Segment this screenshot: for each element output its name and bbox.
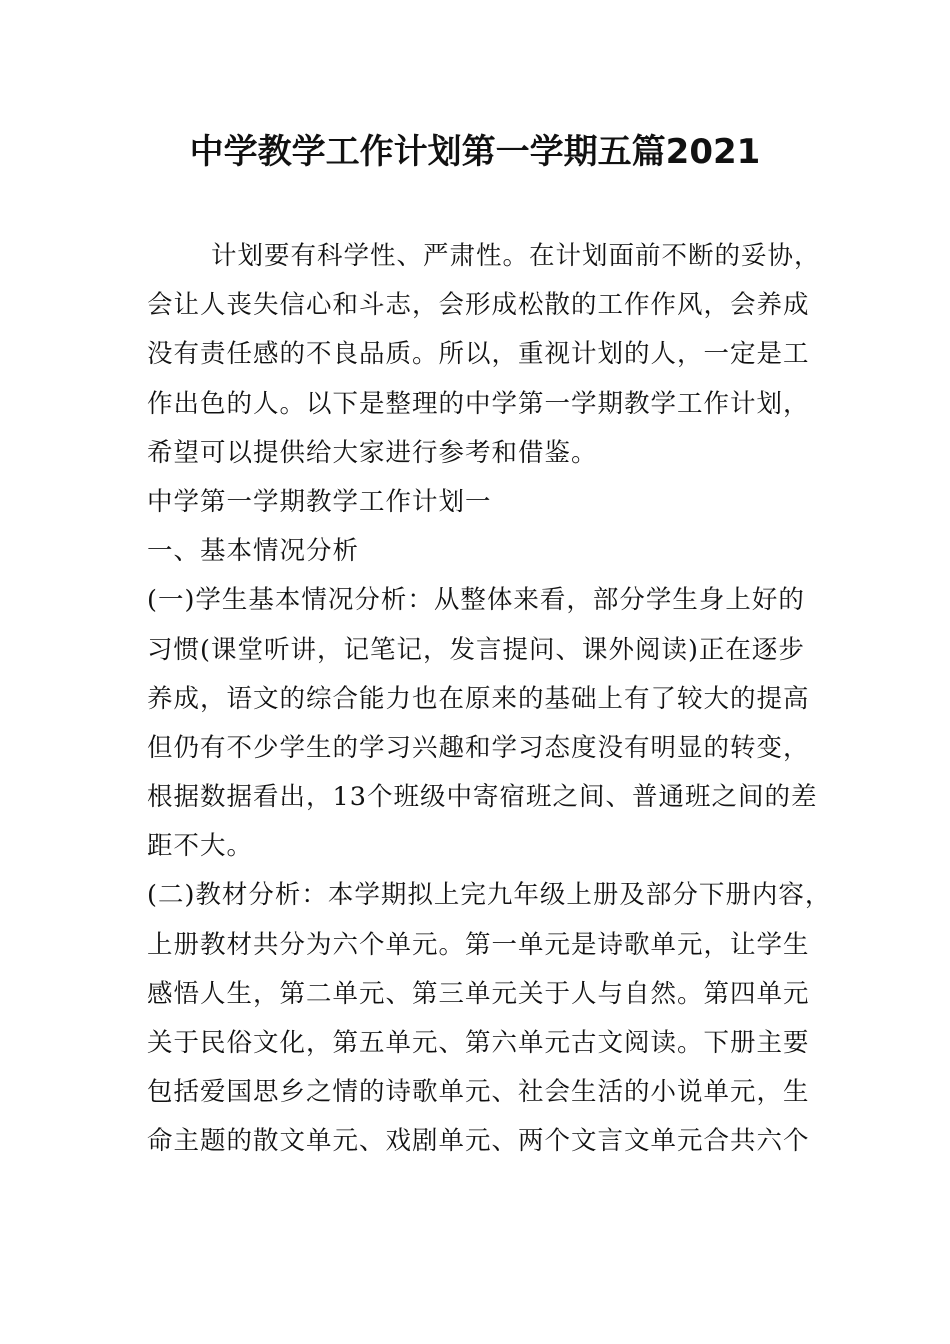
paragraph-line: 关于民俗文化，第五单元、第六单元古文阅读。下册主要: [147, 1028, 810, 1058]
document-body: [147, 232, 837, 1167]
paragraph-line: 希望可以提供给大家进行参考和借鉴。: [147, 437, 598, 468]
paragraph-line: (二)教材分析：本学期拟上完九年级上册及部分下册内容，: [147, 880, 832, 911]
paragraph-line: 但仍有不少学生的学习兴趣和学习态度没有明显的转变，: [147, 732, 810, 763]
paragraph-line: 距不大。: [147, 831, 254, 862]
paragraph-line: 会让人丧失信心和斗志，会形成松散的工作作风，会养成: [147, 290, 810, 321]
paragraph-line: 上册教材共分为六个单元。第一单元是诗歌单元，让学生: [147, 929, 810, 960]
document-title: 中学教学工作计划第一学期五篇2021: [189, 132, 761, 172]
paragraph-line: 没有责任感的不良品质。所以，重视计划的人，一定是工: [147, 339, 810, 370]
paragraph-line: 命主题的散文单元、戏剧单元、两个文言文单元合共六个: [147, 1126, 810, 1157]
paragraph-line: 感悟人生，第二单元、第三单元关于人与自然。第四单元: [147, 978, 810, 1009]
paragraph-line: 计划要有科学性、严肃性。在计划面前不断的妥协，: [211, 241, 821, 271]
paragraph-line: 根据数据看出，13个班级中寄宿班之间、普通班之间的差: [147, 782, 818, 813]
paragraph-line: (一)学生基本情况分析：从整体来看，部分学生身上好的: [147, 585, 805, 616]
section-heading: 中学第一学期教学工作计划一: [147, 486, 492, 517]
paragraph-line: 养成，语文的综合能力也在原来的基础上有了较大的提高: [147, 683, 810, 714]
subsection-heading: 一、基本情况分析: [147, 536, 360, 567]
paragraph-line: 作出色的人。以下是整理的中学第一学期教学工作计划，: [147, 388, 810, 419]
paragraph-line: 包括爱国思乡之情的诗歌单元、社会生活的小说单元，生: [147, 1077, 810, 1108]
paragraph-line: 习惯(课堂听讲，记笔记，发言提问、课外阅读)正在逐步: [147, 634, 805, 665]
